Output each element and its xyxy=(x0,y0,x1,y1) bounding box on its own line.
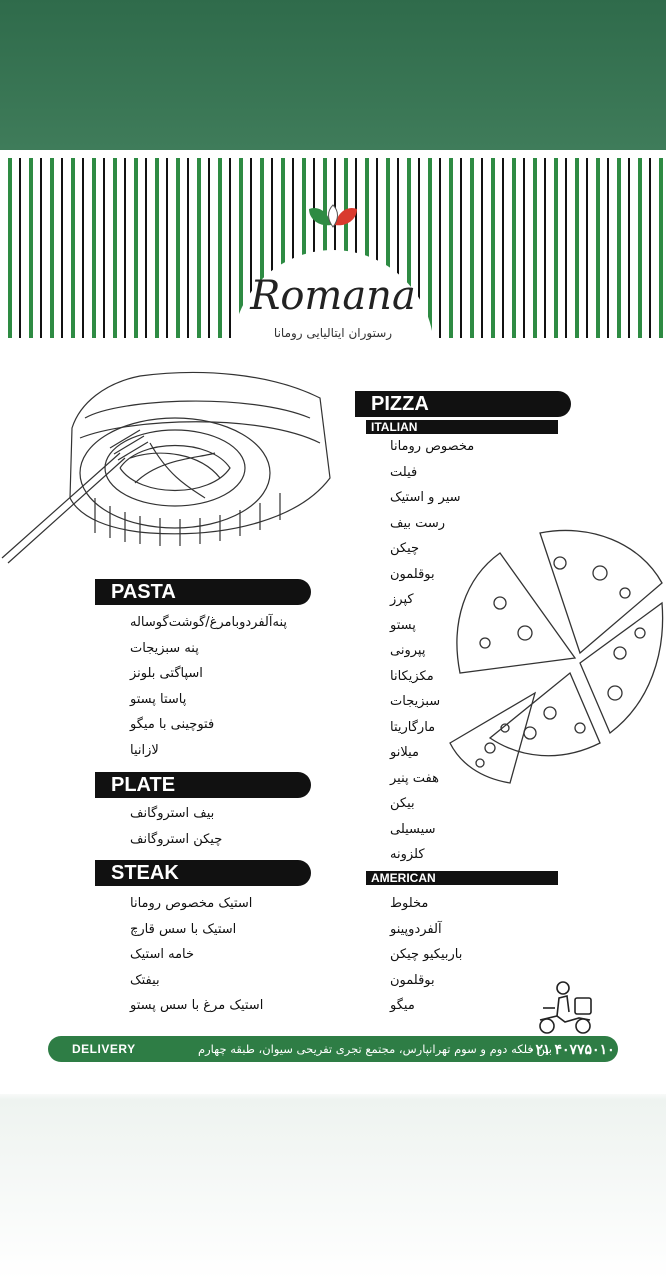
list-item: لازانیا xyxy=(130,742,159,758)
list-item: استیک با سس قارچ xyxy=(130,921,237,937)
pasta-section-title: PASTA xyxy=(95,579,311,605)
list-item: چیکن استروگانف xyxy=(130,831,223,847)
list-item: فیلت xyxy=(390,464,418,480)
brand-subtitle: رستوران ایتالیایی رومانا xyxy=(273,326,393,340)
phone-number[interactable]: ۰۲۱ ۴۰۷۷۵۰۱۰ xyxy=(528,1041,615,1057)
list-item: سیسیلی xyxy=(390,821,436,837)
pasta-colosseum-illustration xyxy=(0,358,340,568)
pizza-section-title: PIZZA xyxy=(355,391,571,417)
logo xyxy=(0,198,666,358)
list-item: سبزیجات xyxy=(390,694,441,709)
list-item: پاستا پستو xyxy=(130,691,187,707)
address-text: بین فلکه دوم و سوم تهرانپارس، مجتمع تجری تفریحی سیوان، طبقه چهارم xyxy=(198,1042,552,1056)
list-item: خامه استیک xyxy=(130,947,195,962)
steak-items xyxy=(130,891,310,1019)
steak-section-title: STEAK xyxy=(95,860,311,886)
list-item: پپرونی xyxy=(390,643,426,658)
list-item: سیر و استیک xyxy=(390,490,461,505)
list-item: کلزونه xyxy=(390,847,425,862)
leaves-logo-icon xyxy=(305,203,361,231)
list-item: مکزیکانا xyxy=(390,668,434,684)
plate-section-title: PLATE xyxy=(95,772,311,798)
list-item: باربیکیو چیکن xyxy=(390,947,463,962)
list-item: پستو xyxy=(390,617,416,633)
american-subheader: AMERICAN xyxy=(366,871,558,885)
list-item: پنه‌آلفردو‌بامرغ/گوشت‌گوساله xyxy=(130,615,288,630)
list-item: مارگاریتا xyxy=(390,719,436,735)
brand-name: Romana xyxy=(250,273,416,319)
list-item: هفت پنیر xyxy=(390,770,439,786)
list-item: استیک مخصوص رومانا xyxy=(130,896,253,911)
list-item: کپرز xyxy=(390,592,414,607)
delivery-label: DELIVERY xyxy=(72,1042,136,1056)
list-item: رست بیف xyxy=(390,515,446,531)
list-item: بیف استروگانف xyxy=(130,806,215,821)
italian-pizza-items xyxy=(390,434,550,868)
list-item: بوقلمون xyxy=(390,566,435,582)
list-item: میلانو xyxy=(390,745,419,760)
list-item: پنه سبزیجات xyxy=(130,640,199,656)
menu-sheet xyxy=(0,158,666,1094)
list-item: استیک مرغ با سس پستو xyxy=(130,998,264,1013)
pasta-items xyxy=(130,610,310,763)
list-item: فتوچینی با میگو xyxy=(130,717,215,732)
list-item: اسپاگتی بلونز xyxy=(130,666,203,681)
list-item: بیفتک xyxy=(130,972,160,988)
list-item: چیکن xyxy=(390,541,420,556)
list-item: مخلوط xyxy=(390,896,429,911)
list-item: بیکن xyxy=(390,796,415,811)
plate-items xyxy=(130,801,310,852)
delivery-scooter-icon xyxy=(535,978,597,1038)
american-pizza-items xyxy=(390,891,550,1019)
list-item: میگو xyxy=(390,998,415,1013)
list-item: آلفردوپینو xyxy=(390,921,442,937)
italian-subheader: ITALIAN xyxy=(366,420,558,434)
footer-bar xyxy=(48,1036,618,1062)
list-item: بوقلمون xyxy=(390,972,435,988)
list-item: مخصوص رومانا xyxy=(390,439,475,454)
